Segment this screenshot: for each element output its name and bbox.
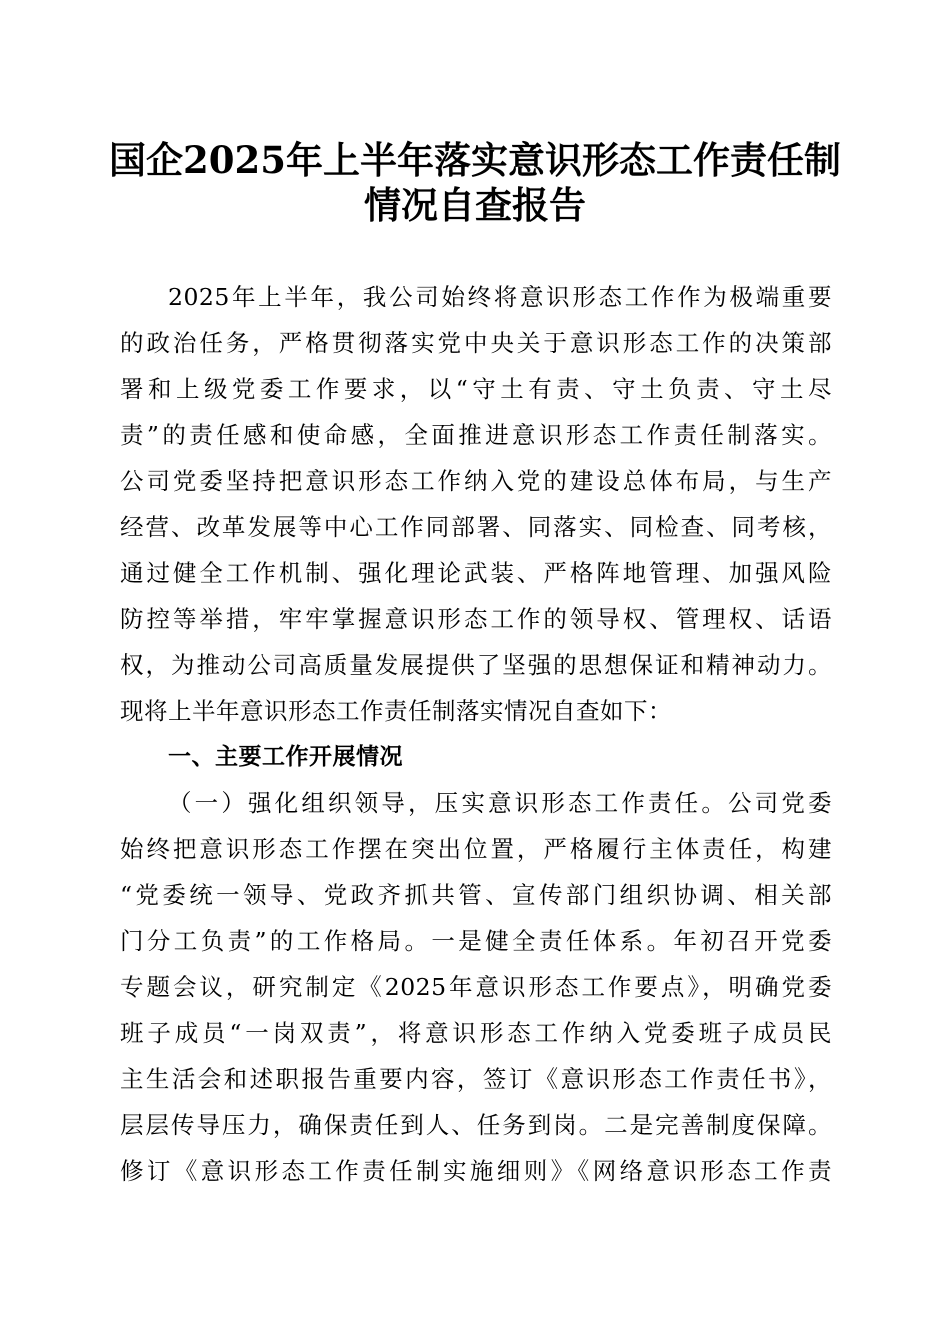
intro-line: 署和上级党委工作要求，以“守土有责、守土负责、守土尽 bbox=[120, 375, 832, 403]
intro-line: 防控等举措，牢牢掌握意识形态工作的领导权、管理权、话语 bbox=[120, 605, 832, 633]
intro-line: 现将上半年意识形态工作责任制落实情况自查如下： bbox=[120, 697, 672, 725]
document-title-line-2: 情况自查报告 bbox=[364, 183, 586, 227]
document-title-line-1: 国企2025年上半年落实意识形态工作责任制 bbox=[109, 138, 841, 182]
subsection-line: 层层传导压力，确保责任到人、任务到岗。二是完善制度保障。 bbox=[120, 1111, 832, 1139]
subsection-line: 主生活会和述职报告重要内容，签订《意识形态工作责任书》， bbox=[120, 1065, 832, 1093]
subsection-line: 专题会议，研究制定《2025年意识形态工作要点》，明确党委 bbox=[120, 973, 832, 1001]
subsection-line: 始终把意识形态工作摆在突出位置，严格履行主体责任，构建 bbox=[120, 835, 832, 863]
intro-line: 通过健全工作机制、强化理论武装、严格阵地管理、加强风险 bbox=[120, 559, 832, 587]
intro-line: 权，为推动公司高质量发展提供了坚强的思想保证和精神动力。 bbox=[120, 651, 832, 679]
subsection-line: “党委统一领导、党政齐抓共管、宣传部门组织协调、相关部 bbox=[120, 881, 832, 909]
subsection-line: 班子成员“一岗双责”，将意识形态工作纳入党委班子成员民 bbox=[120, 1019, 832, 1047]
section-heading: 一、主要工作开展情况 bbox=[168, 744, 403, 770]
intro-line: 公司党委坚持把意识形态工作纳入党的建设总体布局，与生产 bbox=[120, 467, 832, 495]
intro-line: 的政治任务，严格贯彻落实党中央关于意识形态工作的决策部 bbox=[120, 329, 832, 357]
subsection-line: 修订《意识形态工作责任制实施细则》《网络意识形态工作责 bbox=[120, 1157, 832, 1185]
intro-line: 2025年上半年，我公司始终将意识形态工作作为极端重要 bbox=[168, 283, 832, 311]
subsection-line: （一）强化组织领导，压实意识形态工作责任。公司党委 bbox=[168, 789, 832, 817]
intro-line: 责”的责任感和使命感，全面推进意识形态工作责任制落实。 bbox=[120, 421, 832, 449]
intro-line: 经营、改革发展等中心工作同部署、同落实、同检查、同考核， bbox=[120, 513, 832, 541]
subsection-line: 门分工负责”的工作格局。一是健全责任体系。年初召开党委 bbox=[120, 927, 832, 955]
